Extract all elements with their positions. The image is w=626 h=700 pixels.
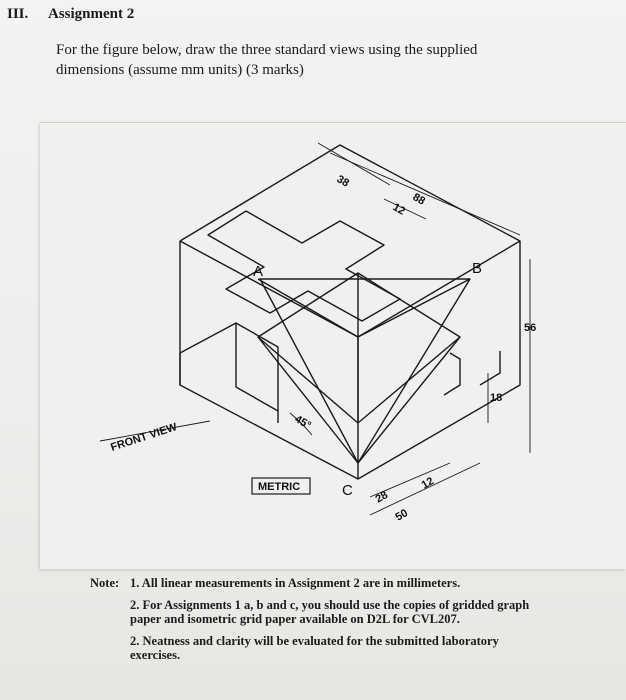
dim-28: 28	[373, 489, 391, 506]
outer-outline	[180, 145, 520, 479]
notes-block	[90, 576, 550, 662]
note-item-1: 1. All linear measurements in Assignment 2 are in millimeters.	[130, 576, 461, 590]
inner-diamond	[258, 273, 460, 423]
dim-45-deg: 45°	[292, 413, 313, 432]
front-view-label: FRONT VIEW	[109, 421, 179, 454]
assignment-title: Assignment 2	[48, 6, 135, 22]
assignment-instructions: For the figure below, draw the three standard views using the supplied dimensions (assume mm units) (3 marks)	[56, 42, 478, 78]
note-heading: Note:	[90, 576, 120, 590]
dim-56: 56	[524, 322, 537, 334]
left-step	[180, 323, 278, 423]
dim-50: 50	[393, 507, 411, 524]
right-notch	[480, 351, 500, 385]
inner-diag-left	[258, 337, 358, 463]
metric-label: METRIC	[258, 481, 301, 493]
dim-12-bottom: 12	[419, 475, 437, 492]
dim-88: 88	[410, 191, 428, 208]
top-cross	[208, 211, 400, 321]
dim-18: 18	[490, 392, 503, 404]
dim-38: 38	[334, 173, 352, 190]
dim-line-88	[330, 153, 520, 235]
inner-v-lines	[258, 279, 470, 337]
note-item-2: 2. For Assignments 1 a, b and c, you should use the copies of gridded graph paper and isometric grid paper available on D2L for CVL207.	[130, 598, 530, 626]
isometric-drawing	[40, 123, 626, 569]
inner-diag-right	[358, 337, 460, 463]
section-number: III.	[7, 6, 29, 22]
inner-triangle	[260, 279, 470, 463]
dim-line-38	[318, 143, 390, 185]
top-front-edges	[180, 241, 520, 337]
dim-12-top: 12	[390, 201, 408, 218]
point-label-c: C	[342, 482, 353, 499]
point-label-b: B	[472, 260, 483, 277]
point-label-a: A	[253, 263, 264, 280]
note-item-3: 2. Neatness and clarity will be evaluated for the submitted laboratory exercises.	[130, 634, 499, 662]
right-step	[444, 353, 460, 395]
left-step-face	[236, 323, 278, 411]
isometric-figure-sheet	[40, 122, 626, 569]
